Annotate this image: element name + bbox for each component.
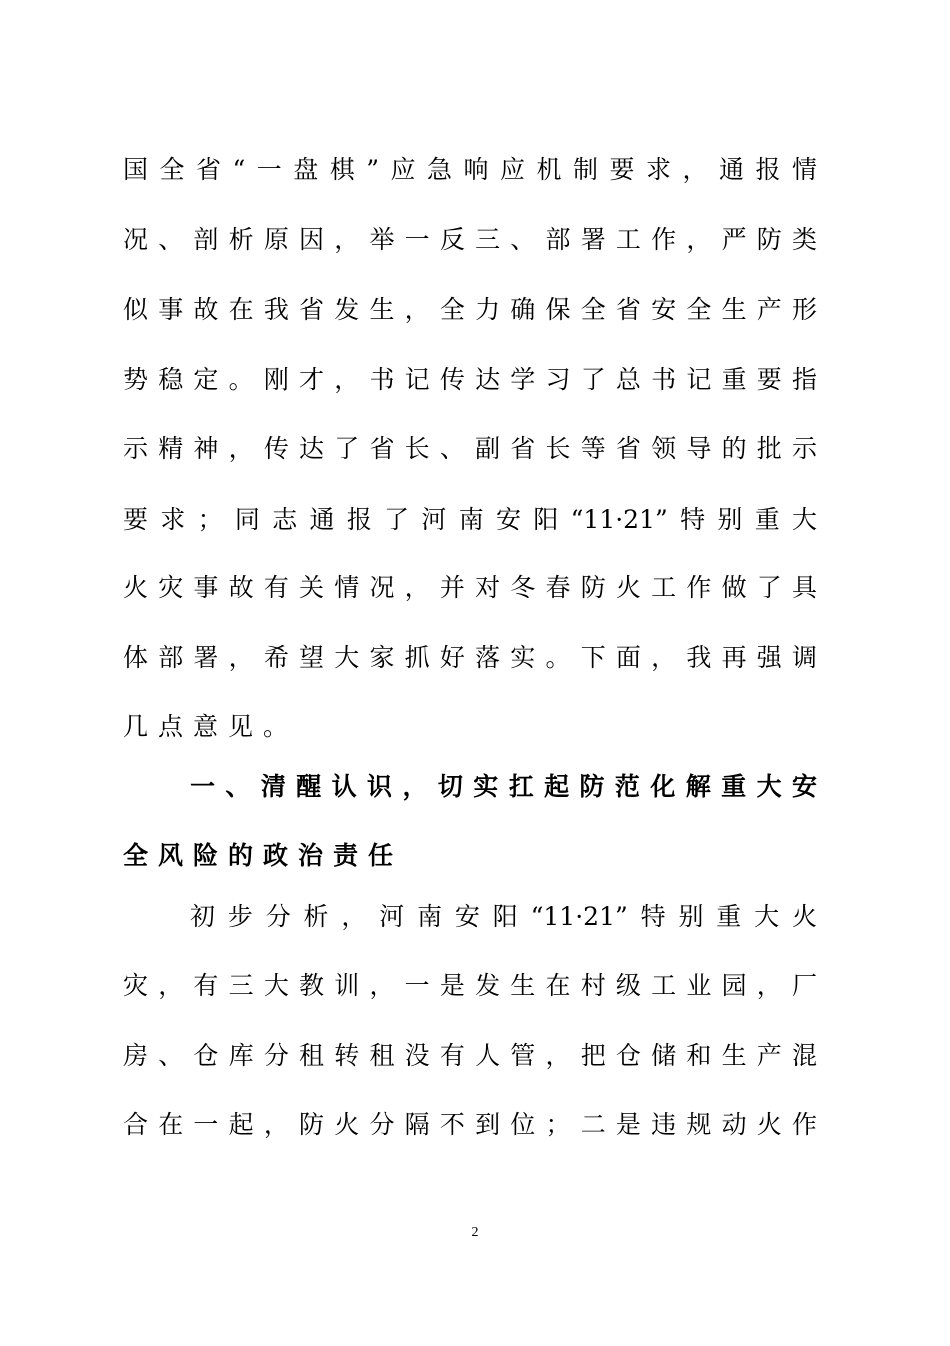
paragraph-line: 几点意见。: [123, 712, 299, 741]
section-heading: 全风险的政治责任: [123, 841, 404, 870]
paragraph-line: 火灾事故有关情况，并对冬春防火工作做了具: [123, 573, 817, 602]
paragraph-line: 要求；同志通报了河南安阳“11·21”特别重大: [123, 505, 817, 534]
paragraph-line: 势稳定。刚才，书记传达学习了总书记重要指: [123, 365, 817, 394]
paragraph-line: 房、仓库分租转租没有人管，把仓储和生产混: [123, 1041, 817, 1070]
page-number: 2: [471, 1225, 479, 1240]
paragraph-line: 似事故在我省发生，全力确保全省安全生产形: [123, 295, 817, 324]
paragraph-line: 示精神，传达了省长、副省长等省领导的批示: [123, 434, 817, 463]
section-heading: 一、清醒认识，切实扛起防范化解重大安: [190, 772, 817, 801]
paragraph-line: 灾，有三大教训，一是发生在村级工业园，厂: [123, 971, 817, 1000]
paragraph-line: 初步分析，河南安阳“11·21”特别重大火: [190, 902, 817, 931]
paragraph-line: 合在一起，防火分隔不到位；二是违规动火作: [123, 1110, 817, 1139]
paragraph-line: 况、剖析原因，举一反三、部署工作，严防类: [123, 225, 817, 254]
paragraph-line: 体部署，希望大家抓好落实。下面，我再强调: [123, 643, 817, 672]
paragraph-line: 国全省“一盘棋”应急响应机制要求，通报情: [123, 155, 817, 184]
